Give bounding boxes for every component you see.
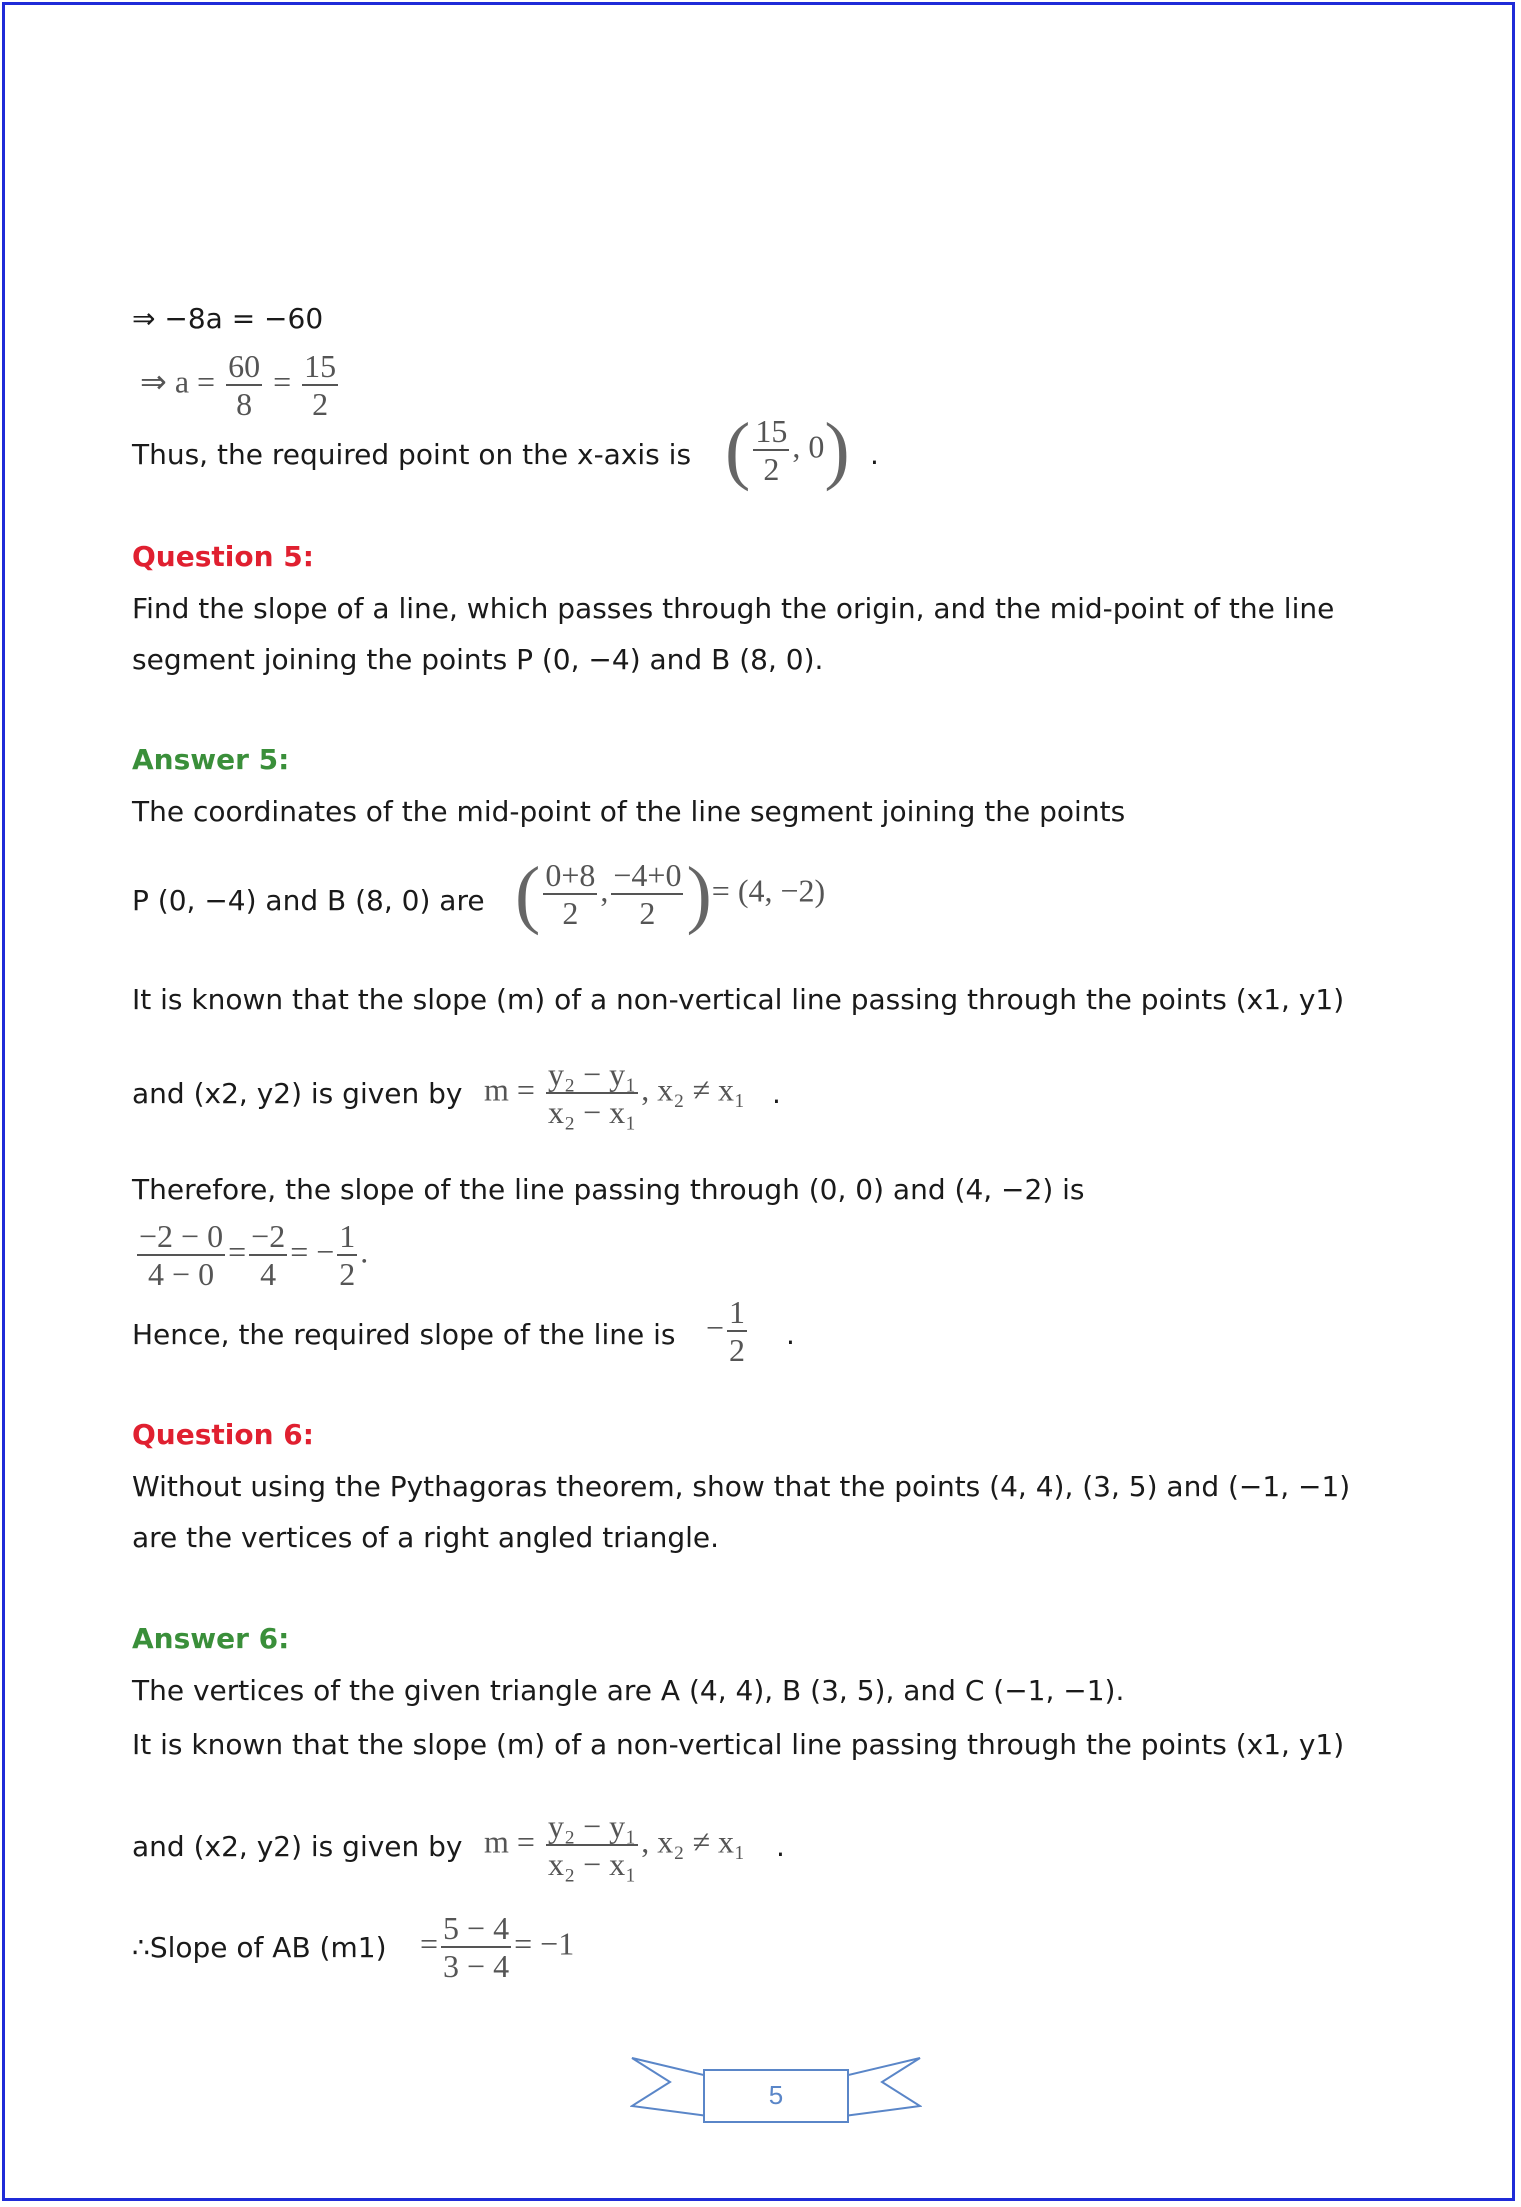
question-6-heading: Question 6: bbox=[132, 1418, 314, 1451]
page-number-ribbon bbox=[630, 2052, 922, 2132]
question-5-heading: Question 5: bbox=[132, 540, 314, 573]
thus-text: Thus, the required point on the x-axis is bbox=[132, 438, 692, 471]
point-on-x-axis: ( $\frac{15}{2}$ , 0) bbox=[725, 408, 850, 492]
question-6-text: Without using the Pythagoras theorem, show that the points (4, 4), (3, 5) and (−1, −1) are the vertices of a right angled triangle. bbox=[132, 1470, 1351, 1554]
therefore-text: Therefore, the slope of the line passing through (0, 0) and (4, −2) is bbox=[132, 1173, 1085, 1206]
slope-formula-2: m = $\frac{\text{y₂ − y₁}}{\text{x₂ − x₁}}$ , x₂ ≠ x₁ bbox=[484, 1808, 746, 1882]
slope-answer: − $\frac{1}{2}$ bbox=[706, 1294, 746, 1368]
equation-line: ⇒ −8a = −60 bbox=[132, 302, 324, 335]
answer-5-line: The coordinates of the mid-point of the line segment joining the points bbox=[132, 795, 1126, 828]
slope-given-text-2: and (x2, y2) is given by bbox=[132, 1830, 463, 1863]
slope-formula: m = $\frac{\text{y₂ − y₁}}{\text{x₂ − x₁}}$ , x₂ ≠ x₁ bbox=[484, 1056, 746, 1130]
slope-ab-formula: = $\frac{5 - 4}{3 - 4}$ = −1 bbox=[420, 1910, 575, 1984]
answer-6-heading: Answer 6: bbox=[132, 1622, 290, 1655]
slope-calculation: $\frac{-2 - 0}{4 - 0}$ = $\frac{-2}{4}$ = − $\frac{1}{2}$ . bbox=[139, 1218, 369, 1292]
answer-5-heading: Answer 5: bbox=[132, 743, 290, 776]
midpoint-formula: ( $\frac{0+8}{2}$ , $\frac{-4+0}{2}$ )= (4, −2) bbox=[515, 852, 826, 936]
page-number: 5 bbox=[768, 2080, 784, 2110]
slope-ab-label: ∴Slope of AB (m1) bbox=[132, 1931, 387, 1964]
slope-known-text: It is known that the slope (m) of a non-vertical line passing through the points (x1, y1) bbox=[132, 983, 1345, 1016]
question-5-text: Find the slope of a line, which passes through the origin, and the mid-point of the line segment joining the points P (0, −4) and B (8, 0). bbox=[132, 592, 1335, 676]
answer-6-line: The vertices of the given triangle are A (4, 4), B (3, 5), and C (−1, −1). bbox=[132, 1674, 1125, 1707]
slope-known-text-2: It is known that the slope (m) of a non-vertical line passing through the points (x1, y1) bbox=[132, 1728, 1345, 1761]
hence-text: Hence, the required slope of the line is bbox=[132, 1318, 676, 1351]
slope-given-text: and (x2, y2) is given by bbox=[132, 1077, 463, 1110]
answer-5-midpoint-text: P (0, −4) and B (8, 0) are bbox=[132, 884, 485, 917]
equation-a: ⇒ a = $\frac{60}{8}$ = $\frac{15}{2}$ bbox=[140, 348, 337, 422]
